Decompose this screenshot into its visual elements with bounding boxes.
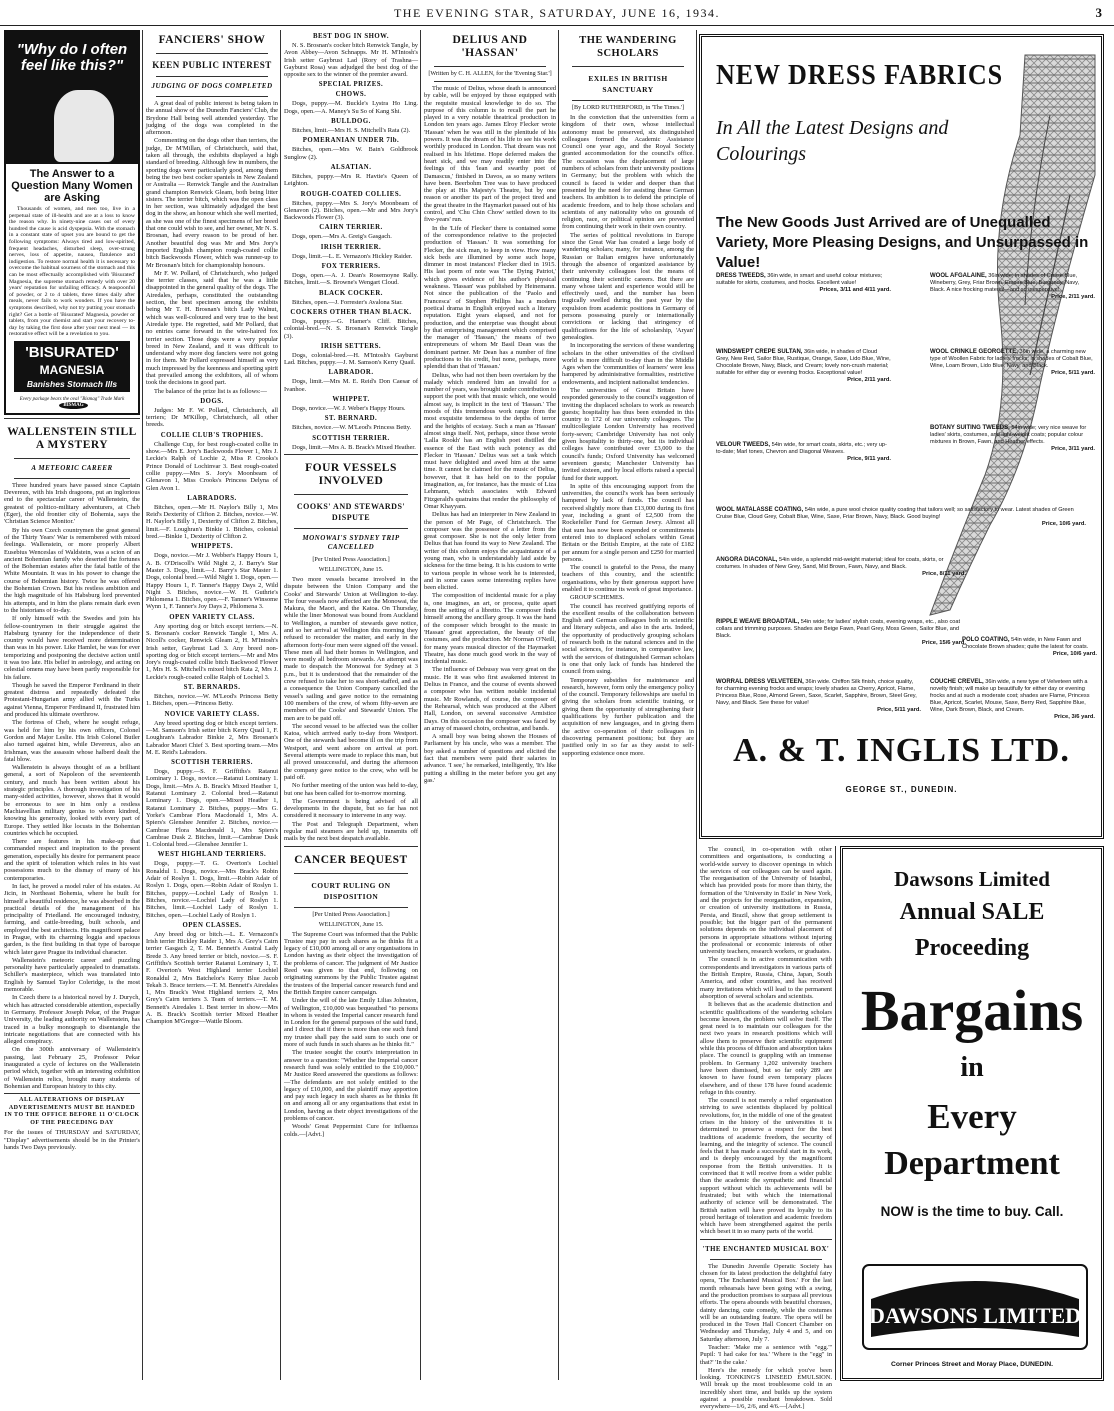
divider	[294, 528, 408, 529]
wallenstein-body	[4, 482, 140, 1090]
divider	[4, 1093, 140, 1094]
bisurated-slogan: Banishes Stomach Ills	[26, 378, 118, 389]
fabric-item-price: Price, 10/6 yard.	[1041, 521, 1086, 527]
dawsons-annual-sale: Annual SALE	[899, 899, 1045, 925]
prize-class-heading: LABRADORS.	[187, 494, 237, 502]
fabric-item-name: RIPPLE WEAVE BROADTAIL,	[716, 619, 800, 625]
fabric-item	[962, 637, 1097, 658]
delius-headline: DELIUS AND 'HASSAN'	[452, 34, 528, 59]
fabric-item-name: WINDSWEPT CREPE SULTAN,	[716, 349, 803, 355]
dawsons-sale-ad	[840, 846, 1104, 1381]
divider	[294, 907, 408, 908]
masthead-title: THE EVENING STAR, SATURDAY, JUNE 16, 1934.	[393, 6, 721, 20]
fabric-item-description: 54in wide; for ladies' stylish coats, evening wraps, etc., also coat collars and trimming purposes. Shades are Beige Fawn, Pearl Grey, Moss Green, Sailor Blue, and Black.	[716, 619, 961, 639]
fabric-item-price: Price, 2/11 yard.	[1051, 294, 1095, 300]
fabric-item-description: 54in wide; very nice weave for ladies' skirts, costumes, and light-weight coats; popular colour mixtures in Brown, Fawn, and Heather effects.	[930, 425, 1087, 445]
fabric-item	[930, 425, 1095, 453]
fabric-item-name: POLO COATING,	[962, 637, 1010, 643]
paragraph: The fortress of Cheb, where he sought refuge, was held for him by his own officers, Colonel Gordon and Major Leslie. His Irish Colonel Butler also turned against him, while Devereux, also an Irishman, was the assassin whose halberd dealt the fatal blow.	[4, 719, 140, 763]
divider	[710, 1259, 822, 1260]
prize-class-results: Any breed dog or bitch.—L. E. Vernazoni's Irish terrier Hickley Raider 1, Mrs A. Grey's Cairn terrier Gasgach 2, T. M. Bennett's Austral Lady Brede 3. Any breed terrier or bitch, novice.—S. F. Griffiths's Scottish terrier Ratanui Lominary 1, T. F. Overton's West Highland terrier Lochiel Ronaldul 2, Mrs Batchelor's Kerry Blue Jacob Tekah 3. Brace terriers.—T. M. Bennett's Airedales 1, Mrs Brack's West Highland terriers 2, Mrs Grey's Cairn terriers 3. Team of terriers.—T. M. Bennett's Airedales 1. Best terrier in show.—Mrs A. B. Brack's Scottish terrier Mixed Heather Champion M'Gregor—Wattle Bloom.	[146, 930, 278, 1026]
prize-class-heading: SCOTTISH TERRIER.	[312, 434, 390, 442]
paragraph: Though he saved the Emperor Ferdinand in their greatest distress and repeatedly defeated the Protestant-Hungarian army allied with the Turks against Vienna, Emperor Ferdinand II, frustrated him and produced his ultimate overthrow.	[4, 681, 140, 719]
prize-class-results: Bitches, novice.—W. M'Leod's Princess Betty.	[292, 424, 412, 432]
paragraph: The Post and Telegraph Department, when regular mail steamers are held up, transmits off mails by the next best despatch available.	[284, 820, 418, 843]
scholars-body-continued	[700, 846, 832, 1236]
prize-class-heading: WEST HIGHLAND TERRIERS.	[157, 851, 267, 859]
prize-class-results: Dogs, open.—Mrs A. Greig's Gasgach.	[292, 233, 392, 241]
paragraph: Teacher: 'Make me a sentence with "egg."' Pupil: 'I had cake for tea.' 'Where is the "egg" in that?' 'In the cake.'	[700, 1344, 832, 1366]
prize-class-results: Dogs, limit.—Mrs A. B. Brack's Mixed Heather.	[292, 443, 416, 451]
prize-class-results: Bitches, open.—J. Forrester's Avalona Star.	[292, 298, 403, 306]
prize-class-results: Bitches, novice.—W. M'Leod's Princess Betty 1. Bitches, open.—Princess Betty.	[146, 693, 278, 708]
dawsons-in: in	[960, 1052, 984, 1083]
prize-class-results: Dogs, open.—A. J. Dean's Rosemoyne Rally. Bitches, limit.—S. Browne's Wengart Cloud.	[284, 272, 418, 287]
inglis-address: GEORGE ST., DUNEDIN.	[845, 785, 958, 794]
prize-class-results: Dogs, limit.—Mrs M. E. Reid's Don Caesar of Ivanhoe.	[284, 378, 418, 393]
paragraph: Commenting on the dogs other than terriers, the judge, Dr M'Millan, of Christchurch, said that, taken all through, the exhibits displayed a high standard of breeding. Although few in numbers, the sporting dogs were particularly good, among them being the two best cocker spaniels in New Zealand or Australia — Renwick Tangle and the Australian grand champion Renwick Gleam, both being litter sisters. The terrier bitch, which was the open class in her section, was ultimately adjudged the best dog in the show, an honour which she well merited, as she was one of the finest specimens of her breed that one could wish to see, and her owner, Mr N. S. Brosnan, had every reason to be proud of her. Another beautiful dog was Mr and Mrs Jory's imported English champion rough-coated collie bitch Backwoods Flower, which was runner-up to Mr Brosnan's bitch for championship honours.	[146, 137, 278, 269]
dawsons-proceeding: Proceeding	[914, 935, 1030, 961]
paragraph: The universities of Great Britain have responded generously to the council's suggestion of inviting the displaced scholars to work as research guests; hospitality has thus been extended in this country to 172 of our university colleagues. The multicollegiate London University has received forty-seven; Cambridge University has not only given hospitality to thirty-one, but its individual colleges have contributed over £3,000 to the council's funds; Oxford University has welcomed seventeen guests; Manchester University has invited sixteen, and by local efforts raised a special fund for their support.	[562, 386, 694, 482]
fabric-item-description: 54in wide, a splendid mid-weight material; ideal for coats, skirts, or costumes. In shades of New Grey, Sand, Mid Brown, Fawn, Navy, and Black.	[716, 557, 944, 570]
column-rule	[420, 30, 421, 1380]
divider	[284, 846, 418, 847]
divider	[294, 873, 408, 874]
fanciers-headline: FANCIERS' SHOW	[158, 34, 266, 46]
vessels-body	[284, 576, 418, 843]
vessels-credit: [Per United Press Association.]	[312, 555, 390, 563]
paragraph: A small boy was being shown the Houses of Parliament by his uncle, who was a member. The boy asked a number of questions and elicited the fact that members were paid their salaries in advance. 'I see,' he remarked, intelligently, 'It's like putting a shilling in the meter before you get any gas.'	[424, 733, 556, 784]
paragraph: Two more vessels became involved in the dispute between the Union Company and the Cooks' and Stewards' Union at Wellington to-day. The four vessels now affected are the Monowai, the Makura, the Maori, and the Katoa. On Thursday, while the liner Monowai was bound from Auckland to Wellington, a number of stewards gave notice, and so her arrival at Wellington this morning they refused to reconsider the matter, and early in the afternoon forty-four men were signed off the vessel. These men all had their homes in Wellington, and were mostly all bedroom stewards. An attempt was made to despatch the Monowai for Sydney at 3 p.m., but it is understood that the remainder of the crew refused to take her to sea short-staffed, and as a consequence the Union Company cancelled the vessel's sailing and gave notice to the remaining 100 members of the crew, of whom fifty-seven are members of the Cooks' and Stewards' Union. The men are to be paid off.	[284, 575, 418, 722]
fabric-item-description: 36in wide, in shades of Cloud Grey, New Red, Sailor Blue, Rustique, Orange, Saxe, Lido Blue, Wine, Chocolate Brown, Navy, Black, and Cream; lovely non-crush material; suitable for either day or evening frocks. Exceptional value!	[716, 349, 891, 376]
paragraph: A great deal of public interest is being taken in the annual show of the Dunedin Fanciers' Club, the Brydone Hall being well attended yesterday. The judging of the dogs was completed in the afternoon.	[146, 100, 278, 137]
column-2	[146, 30, 278, 1380]
musicalbox-headline: 'THE ENCHANTED MUSICAL BOX'	[702, 1245, 830, 1253]
paragraph: Delius, who had not then been overtaken by the malady which rendered him an invalid for a number of years, was brought under contribution to support the poet with that music which, one would almost say, is implicit in the text of 'Hassan.' The moods of this tremendous work range from the most exquisite tenderness to the depths of terror and the heights of ecstasy. Such a man as 'Hassan' almost sings itself. Not, perhaps, since those wrote 'Lalla Rookh' has an English poet distilled the essence of the East with such potency as did Flecker in 'Hassan.' Delius was set a task which must have delighted and awed him at the same time. It cannot be claimed for the music of Delius, however, that it has held on to the popular imagination, as, for instance, has the music of Liza Lehmann, which associates with Edward Fitzgerald's quatrains that render the philosophy of Omar Khayyam.	[424, 371, 556, 510]
column-rule	[280, 30, 281, 1380]
inglis-title: NEW DRESS FABRICS	[716, 59, 1004, 91]
fabric-item	[930, 273, 1095, 301]
column-rule	[142, 30, 143, 1380]
divider	[572, 66, 684, 67]
dawsons-bargains: Bargains	[860, 978, 1084, 1043]
paragraph: Wallenstein is always thought of as a brilliant general, a sort of Napoleon of the seventeenth century, and much has been written about his strategic principles. A thorough investigation of his many-sided activities, however, shows that it would be erroneous to see in him only a restless Machiavellian military genius to whom kindred, knowing his generosity, looked with every part of Europe. They settled like locusts in the Bohemian countries which he occupied.	[4, 764, 140, 837]
prize-class-results: Dogs, puppy.—M. Buckle's Lystra Ho Ling. Dogs, open.—A. Maney's Su So of Kang Shi.	[284, 100, 418, 115]
cancer-ad-line: Woods' Great Peppermint Cure for influenza colds.—[Advt.]	[284, 1123, 418, 1138]
fabric-item	[716, 507, 1086, 528]
fabric-item-price: Price, 3/6 yard.	[1054, 714, 1095, 720]
bisurated-brand: 'BISURATED'	[25, 343, 119, 361]
prize-class-heading: IRISH TERRIER.	[320, 243, 382, 251]
prize-class-results: Bitches, puppy.—Mrs R. Havtie's Queen of Leighton.	[284, 172, 418, 188]
column-3	[284, 30, 418, 1380]
prize-class-heading: WHIPPETS.	[190, 543, 234, 551]
bisurated-brand-badge	[14, 341, 130, 392]
fabric-item-name: COUCHE CREVEL,	[930, 679, 984, 685]
prize-class-results: Bitches, open.—Mr H. Naylor's Billy 1, Mrs Reid's Dexterity of Clifton 2. Bitches, novice.—W. H. Naylor's Billy 1, Dexterity of Clifton 2. Bitches, limit.—F. Loughran's Binkie 1. Bitches, colonial bred.—Binkie 1, Dexterity of Clifton 2.	[146, 503, 278, 541]
fanciers-body	[146, 100, 278, 395]
prize-class-heading: SPECIAL PRIZES.	[318, 81, 384, 89]
paragraph: The Supreme Court was informed that the Public Trustee may pay in such shares as he thinks fit a legacy of £10,000 among all or any organisations in London having as their object the investigation of the problems of cancer. The judgment of Mr Justice Reed was given to that end, following on originating summons by the Public Trustee against the trustees of the Imperial cancer research fund and the British Empire cancer campaign.	[284, 930, 418, 996]
inglis-brand: A. & T. INGLIS LTD.	[733, 732, 1070, 769]
divider	[14, 458, 130, 459]
cancer-body	[284, 931, 418, 1123]
divider	[294, 494, 408, 495]
paragraph: Under the will of the late Emily Lilias Johnston, of Wellington, £10,000 was bequeathed "to persons in whom is vested the Imperial cancer research fund in London for the general purposes of the said fund, and I direct that if there is more than one such fund my trustee shall pay the said sum to such one or more of such funds in such shares as he thinks fit."	[284, 997, 418, 1049]
prize-class-heading: WHIPPET.	[332, 396, 370, 404]
column-rule	[835, 846, 836, 1380]
dawsons-address: Corner Princes Street and Moray Place, DUNEDIN.	[890, 1361, 1054, 1368]
fabric-item	[930, 679, 1095, 721]
dawsons-logo	[861, 1259, 1089, 1355]
prize-class-heading: POMERANIAN UNDER 7lb.	[302, 137, 400, 145]
prize-class-results: Bitches, open.—Mrs W. Bain's Goldbrook Sunglow (2).	[284, 146, 418, 161]
fanciers-subhead: KEEN PUBLIC INTEREST	[152, 60, 272, 70]
bisurated-question: "Why do I often feel like this?"	[16, 41, 128, 74]
divider	[156, 76, 268, 77]
vessels-subhead-2: MONOWAI'S SYDNEY TRIP CANCELLED	[302, 533, 400, 551]
prize-class-heading: OPEN VARIETY CLASS.	[169, 613, 255, 621]
prize-class-results: Any sporting dog or bitch except terriers.—N. S. Brosnan's cocker Renwick Tangle 1, Mrs A. Nicoll's cocker, Renwick Gleam 2, H. M'Intosh's Irish setter, Gaybrust Lad 3. Any breed non-sporting dog or bitch except terriers.—Mr and Mrs Jory's rough-coated collie bitch Backwood Flower 1, Mrs H. S. Mitchell's mixed bitch Rata 2, Mrs J. Leckie's rough-coated collie Ralph of Lochiel 3.	[146, 622, 278, 681]
delius-credit: [Written by C. H. ALLEN, for the 'Evening Star.']	[428, 70, 552, 77]
inglis-dress-fabrics-ad	[699, 34, 1104, 839]
paragraph: Here's the remedy for which you've been looking. TONKING'S LINSEED EMULSION. Will break up the most troublesome cold in an incredibly short time, and builds up the system against a possible resultant breakdown. Sold everywhere—1/6, 2/6, and 4/6.—[Advt.]	[700, 1366, 832, 1411]
fabric-item-name: WOOL MATALASSE COATING,	[716, 507, 804, 513]
divider	[572, 100, 684, 101]
fabric-item-price: Price, 5/11 yard.	[1051, 370, 1095, 376]
paragraph: There are features in his make-up that commanded respect and inspiration to the present generation, especially his desire for permanent peace and the spirit of toleration which rules in his vast possessions much to the dismay of many of his contemporaries.	[4, 838, 140, 882]
fabric-item-price: Price, 2/11 yard.	[847, 377, 891, 383]
fabric-item	[716, 349, 891, 384]
musicalbox-body	[700, 1263, 832, 1411]
notice-body: For the issues of THURSDAY and SATURDAY, "Display" advertisements should be in the Printer's hands Two Days previously.	[4, 1129, 140, 1151]
prize-class-heading: IRISH SETTERS.	[320, 342, 382, 350]
bisurated-body: Thousands of women, and men too, live in a perpetual state of ill-health and are at a loss to know the reason why. In ninety-nine cases out of every hundred the cause is acid dyspepsia. With the stomach in a constant state of upset you are bound to get the following symptoms: Always tired and low-spirited, frequent headaches, disturbed sleep, over-strung nerves, loss of appetite, nausea, flatulence and indigestion. To restore normal health it is necessary to overcome the habitual sourness of the stomach and this can be most effectually accomplished with 'Bisurated' Magnesia, the supreme stomach remedy with over 20 years' reputation for unfailing efficacy. A teaspoonful of powder, or 2 to 4 tablets, three times daily after meals, never fails to work wonders. If you have the symptoms described, why not try putting your stomach right? Get a bottle of 'Bisurated' Magnesia, powder or tablets, from your chemist and start your recovery to-day by taking the first dose after your next meal — its restorative effect will be a revelation to you.	[9, 206, 135, 338]
dawsons-call-to-action: NOW is the time to buy. Call.	[880, 1204, 1064, 1219]
divider	[156, 96, 268, 97]
cancer-subhead: COURT RULING ON DISPOSITION	[311, 880, 391, 901]
divider	[434, 81, 546, 82]
vessels-headline: FOUR VESSELS INVOLVED	[305, 461, 397, 487]
prize-class-results: Dogs, novice.—W. J. Weber's Happy Hours.	[292, 405, 406, 413]
bismag-logo: BISMAG	[59, 402, 87, 409]
fabric-item-description: 36in wide; in shades of Cruise Blue, Wineberry, Grey, Friar Brown, Empire Blue, Burgundy, Navy, Black. A nice frocking material—and so inexpensive!	[930, 273, 1080, 293]
delius-body	[424, 85, 556, 784]
column-4	[424, 30, 556, 1380]
prize-class-heading: CHOWS.	[335, 91, 367, 99]
paragraph: The series of political revolutions in Europe since the Great War has created a large body of wandering scholars; many, for instance, among the Russian or Italian emigres have unfortunately through the absence of organized assistance by their university colleagues lost the means of continuing their scientific careers. But there are many whose talent and experience would still be effectively used, and the number has been tragically swelled during the past year by the expulsion from academic positions in Germany of persons possessing purely or internationally convictions or lacking that stringency of qualifications for the life of scholarship, 'Aryan' genealogies.	[562, 231, 694, 341]
cancer-credit: [Per United Press Association.]	[312, 910, 390, 918]
prize-class-results: Bitches, limit.—Mrs H. S. Mitchell's Rata (2).	[292, 127, 411, 135]
fabric-item-price: Price, 3/11 yard.	[1051, 446, 1095, 452]
bisurated-product: MAGNESIA	[39, 362, 105, 377]
prize-class-results: Dogs, puppy.—G. Hamer's Cliff. Bitches, colonial-bred.—N. S. Brosnan's Renwick Tangle (3).	[284, 317, 418, 340]
fabric-item-name: ANGORA DIACONAL,	[716, 557, 778, 563]
prize-class-results: Dogs, puppy.—S. F. Griffiths's Ratanui Lominary 1. Dogs, novice.—Ratanui Lominary 1. Dogs, limit.—Mrs A. B. Brack's Mixed Heather 1, Ratanui Lominary 2. Colonial bred.—Ratanui Lominary 1. Dogs, open.—Mixed Heather 1, Ratanui Lominary 2. Bitches, puppy.—Mrs G. Yorke's Cambrae Flora Macdonald 1, Mrs A. Spiers's Glenshee Jennifer 2. Bitches, novice.—Cambrae Flora Macdonald 1, Mrs Spiers's Cambrae Dusk 2. Bitches, limit.—Cambrae Dusk 1. Colonial bred.—Glenshee Jennifer 1.	[146, 768, 278, 849]
prize-class-heading: CAIRN TERRIER.	[319, 224, 383, 232]
divider	[284, 454, 418, 455]
inglis-tagline: In All the Latest Designs and Colourings	[716, 117, 949, 165]
paragraph: The balance of the prize list is as follows:—	[154, 387, 267, 395]
wallenstein-subhead: A METEORIC CAREER	[31, 463, 113, 472]
paragraph: The council is grateful to the Press, the many teachers of this country, and the scientific organisations, who by their generous support have enabled it to continue its work of great importance.	[562, 564, 694, 593]
vessels-dateline: WELLINGTON, June 15.	[318, 565, 384, 573]
notice-title: ALL ALTERATIONS OF DISPLAY ADVERTISEMENTS MUST BE HANDED IN TO THE OFFICE BEFORE 11 O'CLOCK OF THE PRECEDING DAY	[4, 1097, 140, 1126]
bisurated-trademark-note	[6, 395, 138, 413]
fabric-item-name: WOOL AFGALAINE,	[930, 273, 987, 279]
bisurated-answer-heading: The Answer to a Question Many Women are Asking	[11, 168, 133, 204]
fabric-item-price: Price, 10/6 yard.	[1052, 651, 1097, 657]
prize-class-heading: BEST DOG IN SHOW.	[312, 33, 390, 40]
divider	[156, 53, 268, 54]
column-rule	[696, 30, 697, 1380]
dawsons-department: Department	[884, 1145, 1060, 1182]
woman-face-illustration	[54, 90, 114, 162]
cancer-headline: CANCER BEQUEST	[294, 853, 408, 866]
cancer-dateline: WELLINGTON, June 15.	[318, 920, 384, 928]
prize-class-heading: ROUGH-COATED COLLIES.	[300, 190, 402, 198]
column-1	[4, 30, 140, 1380]
dawsons-name: Dawsons Limited	[894, 867, 1050, 891]
best-dog-prize-list	[284, 33, 418, 451]
fabric-item-description: 36in wide. Chiffon Silk finish, choice quality, for charming evening frocks and wraps; lovely shades as Cherry, Apricot, Flame, Princess Blue, Rose, Almond Green, Saxe, Scarlet, Sapphire, Brown, Steel Grey, Navy, and Black. See these for value!	[716, 679, 917, 706]
paragraph: On the 300th anniversary of Wallenstein's passing, last February 25, Professor Pekar inaugurated a cycle of lectures on the Wallenstein period which, together with an interesting exhibition of Wallenstein relics, brought many students of Bohemian and European history to this city.	[4, 1046, 140, 1090]
prize-class-heading: COLLIE CLUB'S TROPHIES.	[160, 431, 264, 439]
paragraph: The influence of Debussy was very great on the music. He it was who first awakened interest in Delius in France, and the course of events showed a composer who has written notable incidental music. Mr Rowlands, of course, the composer of the Rehearsal, which was produced at the Albert Hall, London, on several successive Armistice Days. On this occasion the composer was faced by an array of massed choirs, orchestras, and bands.	[424, 666, 556, 732]
fanciers-prize-list	[146, 398, 278, 1026]
prize-class-heading: ST. BERNARDS.	[183, 684, 241, 692]
fabric-item-description: 54in wide, a pure wool choice quality coating that tailors well; so satisfactory to wear. Latest shades of Green Cruise Blue, Cloud Grey, Cobalt Blue, Wine, Saxe, Friar Brown, Navy, Black. Good buying!	[716, 507, 1074, 520]
divider	[434, 66, 546, 67]
fabric-item-description: 54in wide, in New Fawn and Chocolate Brown shades; quite the latest for coats.	[962, 637, 1089, 650]
prize-class-results: Dogs, novice.—Mr J. Webber's Happy Hours 1, A. B. O'Driscoll's Wild Night 2, J. Barry's Star Master 3. Dogs, limit.—J. Barry's Star Master 1. Dogs, colonial bred.—Wild Night 1. Dogs, open.—Happy Hours 1, F. Tanner's Happy Days 2, Wild Night 3. Bitches, novice.—W. H. Guthrie's Philomena 1. Bitches, open.—F. Tanner's Winsome Wynn 1, F. Tanner's Joy Days 2, Philomena 3.	[146, 552, 278, 611]
prize-class-heading: BLACK COCKER.	[319, 289, 383, 297]
scholars-credit: [By LORD RUTHERFORD, in 'The Times.']	[571, 104, 685, 111]
paragraph: Wallenstein's meteoric career and puzzling personality have particularly appealed to dramatists. Schiller's masterpiece, which was translated into English by Samuel Taylor Coleridge, is the most memorable.	[4, 956, 140, 994]
paragraph: If only himself with the Swedes and join his fellow-countrymen in their struggle against the Habsburg tyranny for the independence of their country would have received more determination than was in his power. Like Hamlet, he was for ever temporizing and postponing the decisive action until it was too late. His belief in astrology, and acting on celestial omens may have been partly responsible for his failure.	[4, 615, 140, 681]
divider	[4, 418, 140, 419]
fabric-item-price: Price, 5/11 yard.	[877, 707, 921, 713]
scholars-body	[562, 114, 694, 757]
dawsons-every: Every	[927, 1097, 1017, 1136]
prize-class-results: Dogs, puppy.—T. G. Overton's Lochiel Ronaldul 1. Dogs, novice.—Mrs Brack's Robin Adair of Roslyn 1. Dogs, limit.—Robin Adair of Roslyn 1. Dogs, open.—Robin Adair of Roslyn 1. Bitches, puppy.—Lochiel Lady of Roslyn 1. Bitches, novice.—Lochiel Lady of Roslyn 1. Bitches, limit.—Lochiel Lady of Roslyn 1. Bitches, open.—Lochiel Lady of Roslyn 1.	[146, 860, 278, 919]
divider	[700, 1239, 832, 1240]
vessels-subhead: COOKS' AND STEWARDS' DISPUTE	[296, 501, 406, 522]
fabric-item	[716, 273, 891, 294]
fabric-item-price: Price, 15/6 yard.	[921, 640, 966, 646]
fabric-item-description: 36in wide, in smart and useful colour mixtures; suitable for skirts, costumes, and frocks. Excellent value!	[716, 273, 883, 286]
paragraph: Mr F. W. Pollard, of Christchurch, who judged the terrier classes, said that he was a little disappointed in the general quality of the dogs. The Airedales, perhaps, constituted the outstanding section, the best specimen among the exhibits being Mr T. H. Brosnan's bitch Lady Walnut, which was well-coloured and very true to the best Airedale type. He regretted, said Mr Pollard, that no entries came forward in the wire-haired fox terrier section. Those dogs were a very popular breed in New Zealand, and it was difficult to understand why more dog fanciers were not going in for them. Mr Pollard expressed himself as very much impressed by the keenness and sporting spirit that prevailed among the exhibitors, all of whom took the decisions in good part.	[146, 269, 278, 387]
fabric-item-description: 36in wide, a charming new type of Woollen Fabric for ladies' frocks; in shades of Cobalt Blue, Wine, Loam Brown, Lido Blue, Navy, and Black.	[930, 349, 1093, 369]
fabric-item	[716, 557, 966, 578]
paragraph: The council is not merely a relief organisation striving to save scientists displaced by political revolutions, for, in the middle of one of the greatest crises in the history of the universities it is determined to preserve a respect for the best traditions of academic freedom, the security of learning, and the integrity of science. The council feels that it has made a successful start in its work, and is deeply encouraged by the magnificent response from the British universities. It is convinced that it will receive from a wider public than the academic the sympathetic and financial support without which its achievements will be frustrated; but with which the international authority of science will be demonstrated. The British nation will have proved its loyalty to its proud heritage of toleration and academic freedom which have been strengthened against the perils which beset it in so many parts of the world.	[700, 1097, 832, 1236]
prize-class-heading: DOGS.	[200, 397, 224, 405]
bisurated-ad	[4, 30, 140, 415]
fabric-item-description: 36in wide, a new type of Velveteen with a novelty finish; will make up beautifully for either day or evening frocks and at such a moderate cost; shades are Flame, Princess Blue, Apricot, Scarlet, Mouse, Saxe, Berry Red, Sapphire Blue, Wine, Dark Brown, Black, and Cream.	[930, 679, 1090, 713]
fanciers-subhead-2: JUDGING OF DOGS COMPLETED	[151, 82, 273, 90]
fabric-item-price: Price, 8/11 yard.	[922, 571, 966, 577]
paragraph: Temporary subsidies for maintenance and research, however, form only the emergency policy of the council. Temporary fellowships are useful in giving the scholars from scientific training, or giving them the opportunity of strengthening their qualifications by further publication and the acquisition of new languages, and in giving them the active co-operation of their colleagues in discovering permanent positions; but they are justified only in so far as they assist to self-supporting existence once more.	[562, 676, 694, 757]
paragraph: In Czech there is a historical novel by J. Durych, which has attracted considerable attention, especially in Germany. Professor Joseph Pekar, of the Prague University, the leading authority on Wallenstein, has traced in a bulky monograph to disentangle the intricate negotiations that are connected with his alleged conspiracy.	[4, 994, 140, 1046]
paragraph: The council is in active communication with correspondents and investigators in various parts of the British Empire, Russia, China, Japan, South America, and other countries, and has received many invitations which will lead to the permanent absorption of several scholars and scientists.	[700, 956, 832, 1000]
paragraph: In the conviction that the universities form a kingdom of their own, whose intellectual autonomy must be preserved, six distinguished colleagues formed the Academic Assistance Council one year ago, and the Royal Society granted accommodation for the council's office. The occasion was the displacement of large numbers of scholars from their university positions in Germany; but the problem with which the council is faced is wider and deeper than that presented by the need for assisting these German teachers. Its ambition is to defend the principle of academic freedom, and to help those scholars and scientists of any nationality who on grounds of religion, race, or political opinion are prevented from continuing their work in their own country.	[562, 114, 694, 231]
masthead	[0, 0, 1114, 26]
prize-class-heading: SCOTTISH TERRIERS.	[171, 759, 253, 767]
prize-class-results: Any breed sporting dog or bitch except terriers.—M. Samson's Irish setter bitch Kerry Quail 1, F. Loughran's Labrador Binkie 2, Mrs Brosnan's Labrador Maori Chief 3. Best sporting team.—Mrs M. E. Reid's Labradors.	[146, 719, 278, 756]
paragraph: The council, in co-operation with other committees and organisations, is conducting a world-wide survey to discover openings in which the services of our colleagues can be used again. The reorganisation of the University of Istanbul, which has provided posts for more than thirty, the formation of the 'University in Exile' in New York, and the projects for the reorganisation, expansion, or creation of university institutions in Russia, Persia, and Brazil, show that group settlement is possible; but the bigger part of the permanent solutions depends on the individual placement of persons in appropriate situations without injuring the professional or economic interests of other university teachers, research workers, or graduates.	[700, 846, 832, 956]
dawsons-logo-text: DAWSONS LIMITED	[868, 1303, 1082, 1328]
prize-class-heading: NOVICE VARIETY CLASS.	[164, 710, 260, 718]
prize-class-results: Dogs, limit.—L. E. Vernazon's Hickley Raider.	[292, 252, 413, 260]
prize-class-heading: BULLDOG.	[331, 118, 371, 126]
fabric-item-price: Prices, 3/11 and 4/11 yard.	[819, 287, 891, 293]
paragraph: In spite of this encouraging support from the universities, the council's work has been seriously hampered by lack of funds. The council has received slightly more than £13,000 during its first year, including a grant of £2,500 from the Rockefeller Fund for German Jewry. Almost all that sum has now been expended or commitments entered into to displaced scholars within Great Britain or the British Empire, at the rate of £182 per annum for a single person and £250 for married persons.	[562, 482, 694, 563]
paragraph: In incorporating the services of these wandering scholars in the other universities of the civilised world is more difficult to-day than in the Middle Ages when the 'communities of learners' were less hampered by administrative formalities, restrictive endowments, and incipient nationalist tendencies.	[562, 342, 694, 386]
prize-class-heading: OPEN CLASSES.	[182, 921, 242, 929]
paragraph: The composition of incidental music for a play is, one imagines, an art, or process, quite apart from the setting of a libretto. The composer finds himself among the ancillary group. It was the hand of the composer which brought to the music in 'Hassan' great appreciation, the beauty of the costumes, and the production. Mr Norman O'Neill, for many years musical director of the Haymarket Theatre, has done much good work in the way of incidental music.	[424, 592, 556, 666]
prize-class-heading: COCKERS OTHER THAN BLACK.	[290, 308, 412, 316]
column-rule	[558, 30, 559, 1380]
paragraph: The Government is being advised of all developments in the dispute, but so far has not considered it necessary to intervene in any way.	[284, 797, 418, 820]
prize-class-heading: ST. BERNARD.	[324, 415, 378, 423]
paragraph: The council has received gratifying reports of the excellent results of the collaboration between English and German colleagues both in scientific and literary subjects, and also in the arts. Indeed, the opportunity of productively grouping scholars of research both in the natural sciences and in the social sciences, for instance, in comparative law, with the services of distinguished German scholars is one that only lack of funds has hindered the council from using.	[562, 602, 694, 676]
prize-class-heading: ALSATIAN.	[330, 163, 372, 171]
paragraph: By his own Czech countrymen the great general of the Thirty Years' War is remembered with mixed feelings. Wallenstein, or more properly Albert Eusebius Wenceslas of Waldstein, was a scion of an ancient Bohemian family who deserted the fortunes of the Bohemian estates after the fatal battle of the White Mountain. It was in his power to change the course of Bohemian history. Twice he was offered the Bohemian Crown. But his restless ambition and the high magnitude of his Habsburg lord prevented his attempts, and in him the plans remain dark even to the historians of to-day.	[4, 526, 140, 614]
scholars-subhead: EXILES IN BRITISH SANCTUARY	[588, 74, 668, 94]
paragraph: The second vessel to be affected was the collier Katoa, which arrived early to-day from Westport. One of the stewards had become ill on the trip from Westport, and went ashore on arrival at port. Several attempts were made to replace this man, but all proved unsuccessful, and during the afternoon the company gave notice to the crew, who will be paid off.	[284, 722, 418, 781]
fabric-item-name: DRESS TWEEDS,	[716, 273, 766, 279]
fabric-item-name: WOOL CRINKLE GEORGETTE,	[930, 349, 1018, 355]
fabric-item	[930, 349, 1095, 377]
paragraph: It believes that as the academic distinction and scientific qualifications of the wandering scholars become known, the problem will solve itself. The great need is to maintain our colleagues for the next two years in research positions which will allow them to preserve their scientific equipment while this process of diffusion and absorption takes place. The council is grappling with an immense problem. In Germany 1,202 university teachers have been dismissed, but so far only 289 are known to have found even temporary places elsewhere, and of these 178 have found academic refuge in this country.	[700, 1001, 832, 1096]
divider	[14, 478, 130, 479]
prize-class-results: Judges: Mr F. W. Pollard, Christchurch, all terriers; Dr M'Killop, Christchurch, all other breeds.	[146, 406, 278, 429]
prize-class-heading: LABRADOR.	[328, 369, 374, 377]
paragraph: Three hundred years have passed since Captain Devereux, with his Irish dragoons, put an inglorious end to the spectacular career of Wallenstein, the greatest of politico-military adventurers, at Cheb (Eger), the old frontier city of Bohemia, says the 'Christian Science Monitor.'	[4, 481, 140, 526]
bisurated-trademark-text: Every package bears the oval "Bismag" Trade Mark	[19, 396, 125, 402]
fabric-item-name: BOTANY SUITING TWEEDS,	[930, 425, 1010, 431]
column-5	[562, 30, 694, 1380]
fabric-item-name: WORRAL DRESS VELVETEEN,	[716, 679, 804, 685]
wallenstein-headline: WALLENSTEIN STILL A MYSTERY	[7, 425, 137, 451]
column-6	[700, 846, 832, 1411]
fabric-item-description: 54in wide, for smart coats, skirts, etc.; very up-to-date; Marl tones, Chevron and Diagonal Weaves.	[716, 442, 887, 455]
prize-class-results: Challenge Cup, for best rough-coated collie in show.—Mrs E. Jory's Backwoods Flower 1, Mrs J. Leckie's Ralph of Lochie 2, Miss P. Crooks's Prince Donald of Lochinvar 3. Best rough-coated collie puppy.—Mrs S. Jory's Moonbeam of Glenavon 1, Miss Crooks's Princess Delyna of Glen Avon 1.	[146, 440, 278, 492]
fabric-item	[716, 442, 891, 463]
bisurated-ad-banner	[6, 32, 138, 164]
fabric-item	[716, 619, 966, 647]
inglis-pitch: The New Goods Just Arrived are of Unequalled Variety, More Pleasing Designs, and Unsurpassed in Value!	[716, 214, 1089, 271]
paragraph: The trustee sought the court's interpretation in answer to a question: "Whether the Imperial cancer research fund was solely entitled to the £10,000." Mr Justice Reed answered the questions as follows:—The defendants are not solely entitled to the legacy of £10,000, and the plaintiff may apportion and pay such legacy in such shares as he thinks fit on and among all or any organisations that exist in London, having as their object investigations of the problems of cancer.	[284, 1049, 418, 1123]
paragraph: The music of Delius, whose death is announced by cable, will be enjoyed by those equipped with the requisite musical knowledge to do so. The purpose of this column is to recall the part he played in a very notable theatrical production in London ten years ago. James Elroy Flecker wrote 'Hassan' when he was still in the plenitude of his powers. It was the dream of his life to see his work worthily produced in London. That dream was not realised in his lifetime. Hope deferred makes the heart sick, and we may readily enter into the feelings of this 'lean and swarthy poet of Damascus,' finished in Davos, as so many writers have been. Beerbohm Tree was to have produced the play at His Majesty's Theatre, but by one reason or another its part of the project tired and the great theatre in the Haymarket passed out of his control, and 'Chu Chin Chow' settled down to its five-years' run.	[424, 85, 556, 224]
prize-class-results: Bitches, puppy.—Mrs S. Jory's Moonbeam of Glenavon (2). Bitches, open.—Mr and Mrs Jory's Backwoods Flower (3).	[284, 199, 418, 222]
paragraph: The Dunedin Juvenile Operatic Society has chosen for its latest production the delightful fairy opera, 'The Enchanted Musical Box.' For the last month rehearsals have been going with a swing, and the production promises to surpass all previous efforts. The opera abounds with beautiful choruses, dainty dancing, cute comedy, while the costumes will be an outstanding feature. The opera will be produced in the Town Hall Concert Chamber on Wednesday and Thursday, July 4 and 5, and on Saturday afternoon, July 7.	[700, 1262, 832, 1343]
paragraph: Delius has had an interpreter in New Zealand in the person of Mr Page, of Christchurch. The composer was the possessor of a letter from the great composer. She is not the only letter from Delius that has found its way to New Zealand. The writer of this column enjoys the acquaintance of a young man, who is understandably laid aside by sickness for the time being. It is his custom to write to various people in whose work he is interested, and in some cases some interesting replies have been elicited.	[424, 511, 556, 592]
prize-class-results: Dogs, colonial-bred.—H. M'Intosh's Gayburst Lad. Bitches, puppy.—J. M. Samson's Kerry Quail.	[284, 351, 418, 367]
paragraph: In fact, he proved a model ruler of his estates. At Jicin, in Northeast Bohemia, where he built for himself a beautiful residence, he was absorbed in the practical details of the management of his principality of Friedland. He encouraged industry, farming, and cattle-breeding, built schools, and employed the best architects. His magnificent palace in Prague, with its charming loggia and spacious garden, is the first building in that type of baroque which later gave Prague its individual character.	[4, 882, 140, 956]
fabric-item-name: VELOUR TWEEDS,	[716, 442, 771, 448]
display-ad-notice	[4, 1097, 140, 1151]
paragraph: In the 'Life of Flecker' there is contained some of the correspondence relative to the projected production of 'Hassan.' It was something for Flecker, the sick man, to keep in view. How many sick beds are illumined by some such hope, dimmer in most instances! Flecker died in 1915. His last poem of note was 'The Dying Patriot,' which gives evidence of his author's physical weakness. 'Hassan' was published by Heinemann. Not since the publication of the 'Paolo and Francesca' of Stephen Phillips has a modern poetical drama in English enjoyed such a literary reputation. Eight years elapsed, and not for production, and the enterprise was thought about by that enterprising management which comprised the manager of 'Hassan,' the means of two entrepreneurs of whom Mr Basil Dean was the dominant partner. Mr Dean has a number of fine productions to his credit, but none, perhaps, more splendid than that of 'Hassan.'	[424, 224, 556, 371]
page-number: 3	[1095, 5, 1102, 20]
fabric-item-price: Price, 9/11 yard.	[847, 456, 891, 462]
prize-class-results: N. S. Brosnan's cocker bitch Renwick Tangle, by Avon Abbey—Avon Schnapps. Mr H. M'Intosh's Irish setter Gaybrust Lad (Rory of Trashna—Gayburst Rosa) was adjudged the best dog of the opposite sex to the winner of the premier award.	[284, 42, 418, 79]
scholars-headline: THE WANDERING SCHOLARS	[579, 35, 677, 59]
paragraph: GROUP SCHEMES.	[570, 594, 625, 602]
paragraph: No further meeting of the union was held to-day, but one has been called for to-morrow morning.	[284, 782, 418, 797]
prize-class-heading: FOX TERRIERS.	[321, 263, 381, 271]
fabric-item	[716, 679, 921, 714]
